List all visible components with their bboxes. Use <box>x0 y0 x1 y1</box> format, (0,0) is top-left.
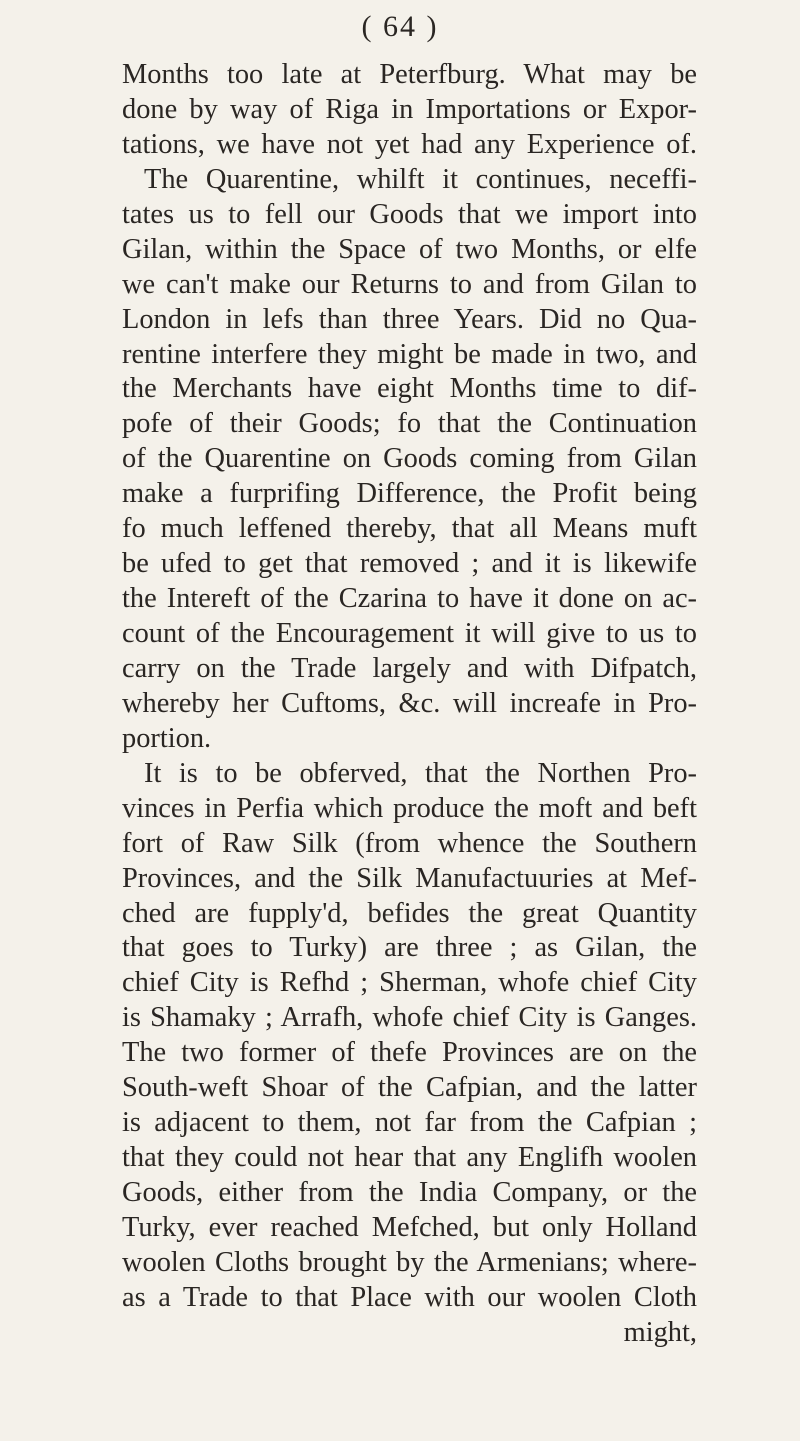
text-line: fort of Raw Silk (from whence the Southern <box>122 827 697 859</box>
text-line: count of the Encouragement it will give to us to <box>122 618 697 649</box>
text-line: London in lefs than three Years. Did no Qua- <box>122 303 697 335</box>
text-line: be ufed to get that removed ; and it is likewife <box>122 548 697 580</box>
text-line: pofe of their Goods; fo that the Continuation <box>122 408 697 440</box>
text-line: tations, we have not yet had any Experience of. <box>122 128 697 160</box>
text-line: vinces in Perfia which produce the moft and beft <box>122 792 697 824</box>
text-line: Provinces, and the Silk Manufactuuries at Mef- <box>122 862 697 894</box>
text-line: The Quarentine, whilft it continues, neceffi- <box>144 163 697 195</box>
text-line: rentine interfere they might be made in two, and <box>122 338 697 370</box>
text-line: woolen Cloths brought by the Armenians; where- <box>122 1246 697 1278</box>
text-line: make a furprifing Difference, the Profit being <box>122 478 697 510</box>
text-line: South-weft Shoar of the Cafpian, and the latter <box>122 1072 697 1104</box>
text-line: tates us to fell our Goods that we import into <box>122 198 697 230</box>
text-line: carry on the Trade largely and with Difpatch, <box>122 652 697 684</box>
text-line: chief City is Refhd ; Sherman, whofe chief City <box>122 967 697 999</box>
text-line: ched are fupply'd, befides the great Quantity <box>122 897 697 929</box>
text-line: is Shamaky ; Arrafh, whofe chief City is Ganges. <box>122 1002 697 1034</box>
text-line: fo much leffened thereby, that all Means muft <box>122 513 697 545</box>
text-line: the Merchants have eight Months time to dif- <box>122 373 697 405</box>
text-line: It is to be obferved, that the Northen Pro- <box>144 757 697 789</box>
body-text <box>122 58 697 1351</box>
text-line: we can't make our Returns to and from Gilan to <box>122 268 697 300</box>
text-line: is adjacent to them, not far from the Cafpian ; <box>122 1107 697 1139</box>
text-line: of the Quarentine on Goods coming from Gilan <box>122 443 697 475</box>
text-line: The two former of thefe Provinces are on the <box>122 1037 697 1069</box>
text-line: Months too late at Peterfburg. What may be <box>122 59 697 90</box>
text-line: as a Trade to that Place with our woolen Cloth <box>122 1281 697 1313</box>
text-line: portion. <box>122 722 212 754</box>
text-line: whereby her Cuftoms, &c. will increafe in Pro- <box>122 687 697 719</box>
text-line: Goods, either from the India Company, or the <box>122 1177 697 1208</box>
text-line: done by way of Riga in Importations or Expor- <box>122 93 697 125</box>
text-line: Gilan, within the Space of two Months, or elfe <box>122 233 697 265</box>
text-line: that they could not hear that any Englifh woolen <box>122 1142 697 1174</box>
text-line: might, <box>623 1316 697 1348</box>
text-line: that goes to Turky) are three ; as Gilan, the <box>122 932 697 964</box>
text-line: the Intereft of the Czarina to have it done on ac- <box>122 583 697 615</box>
page-number: ( 64 ) <box>361 10 439 43</box>
text-line: Turky, ever reached Mefched, but only Holland <box>122 1211 697 1243</box>
